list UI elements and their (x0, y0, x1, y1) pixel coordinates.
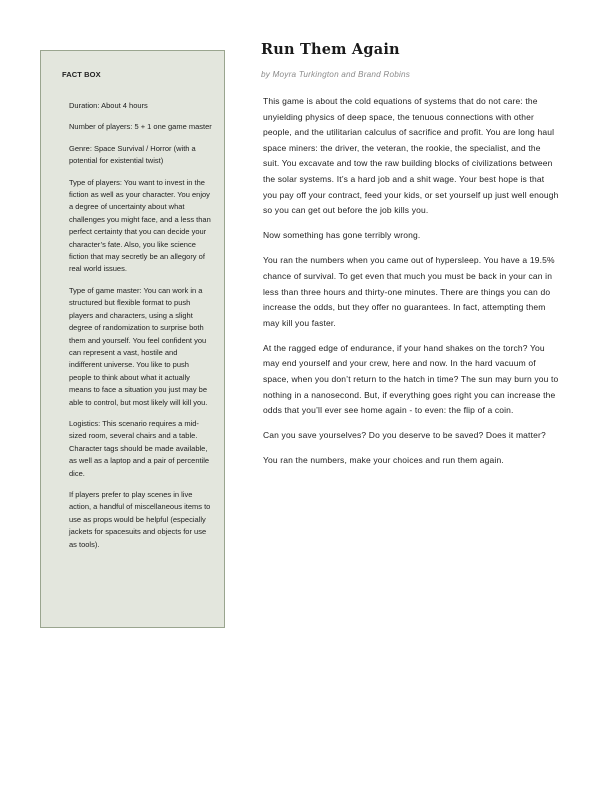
fact-live-action-props: If players prefer to play scenes in live action, a handful of miscellaneous items to use as props would be helpful (especially jackets for spacesuits and objects for use as tools). (69, 489, 211, 549)
paragraph-ragged-edge: At the ragged edge of endurance, if your hand shakes on the torch? You may end yourself and your crew, here and now. In the hard vacuum of space, when you don’t return to the hatch in time? The sun may burn you to nothing in a nanosecond. But, if everything goes right you can increase the odds that you’ll ever see home again - to even: the flip of a coin. (263, 342, 559, 416)
article-body (263, 94, 559, 478)
fact-type-of-game-master: Type of game master: You can work in a structured but flexible format to push players and characters, using a slight degree of randomization to surprise both them and yourself. You feel confident you can represent a vast, hostile and indifferent universe. You like to push people to think about what it actually means to face a situation you just may be able to control, but most likely will kill you. (69, 285, 208, 407)
paragraph-closing: You ran the numbers, make your choices and run them again. (263, 455, 504, 466)
fact-number-of-players: Number of players: 5 + 1 one game master (69, 122, 212, 132)
fact-box-heading: FACT BOX (62, 70, 101, 79)
fact-duration: Duration: About 4 hours (69, 101, 148, 110)
article-byline: by Moyra Turkington and Brand Robins (261, 70, 411, 79)
article-title: Run Them Again (261, 41, 400, 58)
paragraph-something-wrong: Now something has gone terribly wrong. (263, 230, 421, 241)
paragraph-intro: This game is about the cold equations of systems that do not care: the unyielding physics of deep space, the tenuous connections with other people, and the utilitarian calculus of sacrifice and profit. You are long haul space miners: the driver, the veteran, the rookie, the specialist, and the suit. You excavate and tow the raw building blocks of civilizations between the solar systems. It’s a hard job and a shit wage. Your best hope is that you pay off your contract, feed your kids, or set yourself up just well enough so you can get out before the job kills you. (263, 96, 559, 216)
paragraph-questions: Can you save yourselves? Do you deserve to be saved? Does it matter? (263, 430, 546, 441)
fact-genre: Genre: Space Survival / Horror (with a potential for existential twist) (69, 143, 196, 166)
fact-box (40, 50, 225, 628)
fact-type-of-players: Type of players: You want to invest in the fiction as well as your character. You enjoy a degree of uncertainty about what challenges you might face, and a less than perfect certainty that you can decide your character’s fate. Also, you like science fiction that may secretly be an allegory of real world issues. (69, 177, 211, 274)
paragraph-numbers: You ran the numbers when you came out of hypersleep. You have a 19.5% chance of survival. To get even that much you must be back in your can in less than three hours and thirty-one minutes. There are things you can do increase the odds, but they offer no guarantees. In fact, attempting them may kill you faster. (263, 255, 555, 328)
fact-logistics: Logistics: This scenario requires a mid-sized room, several chairs and a table. Character tags should be made available, as well as a laptop and a pair of percentile dice. (69, 418, 210, 478)
